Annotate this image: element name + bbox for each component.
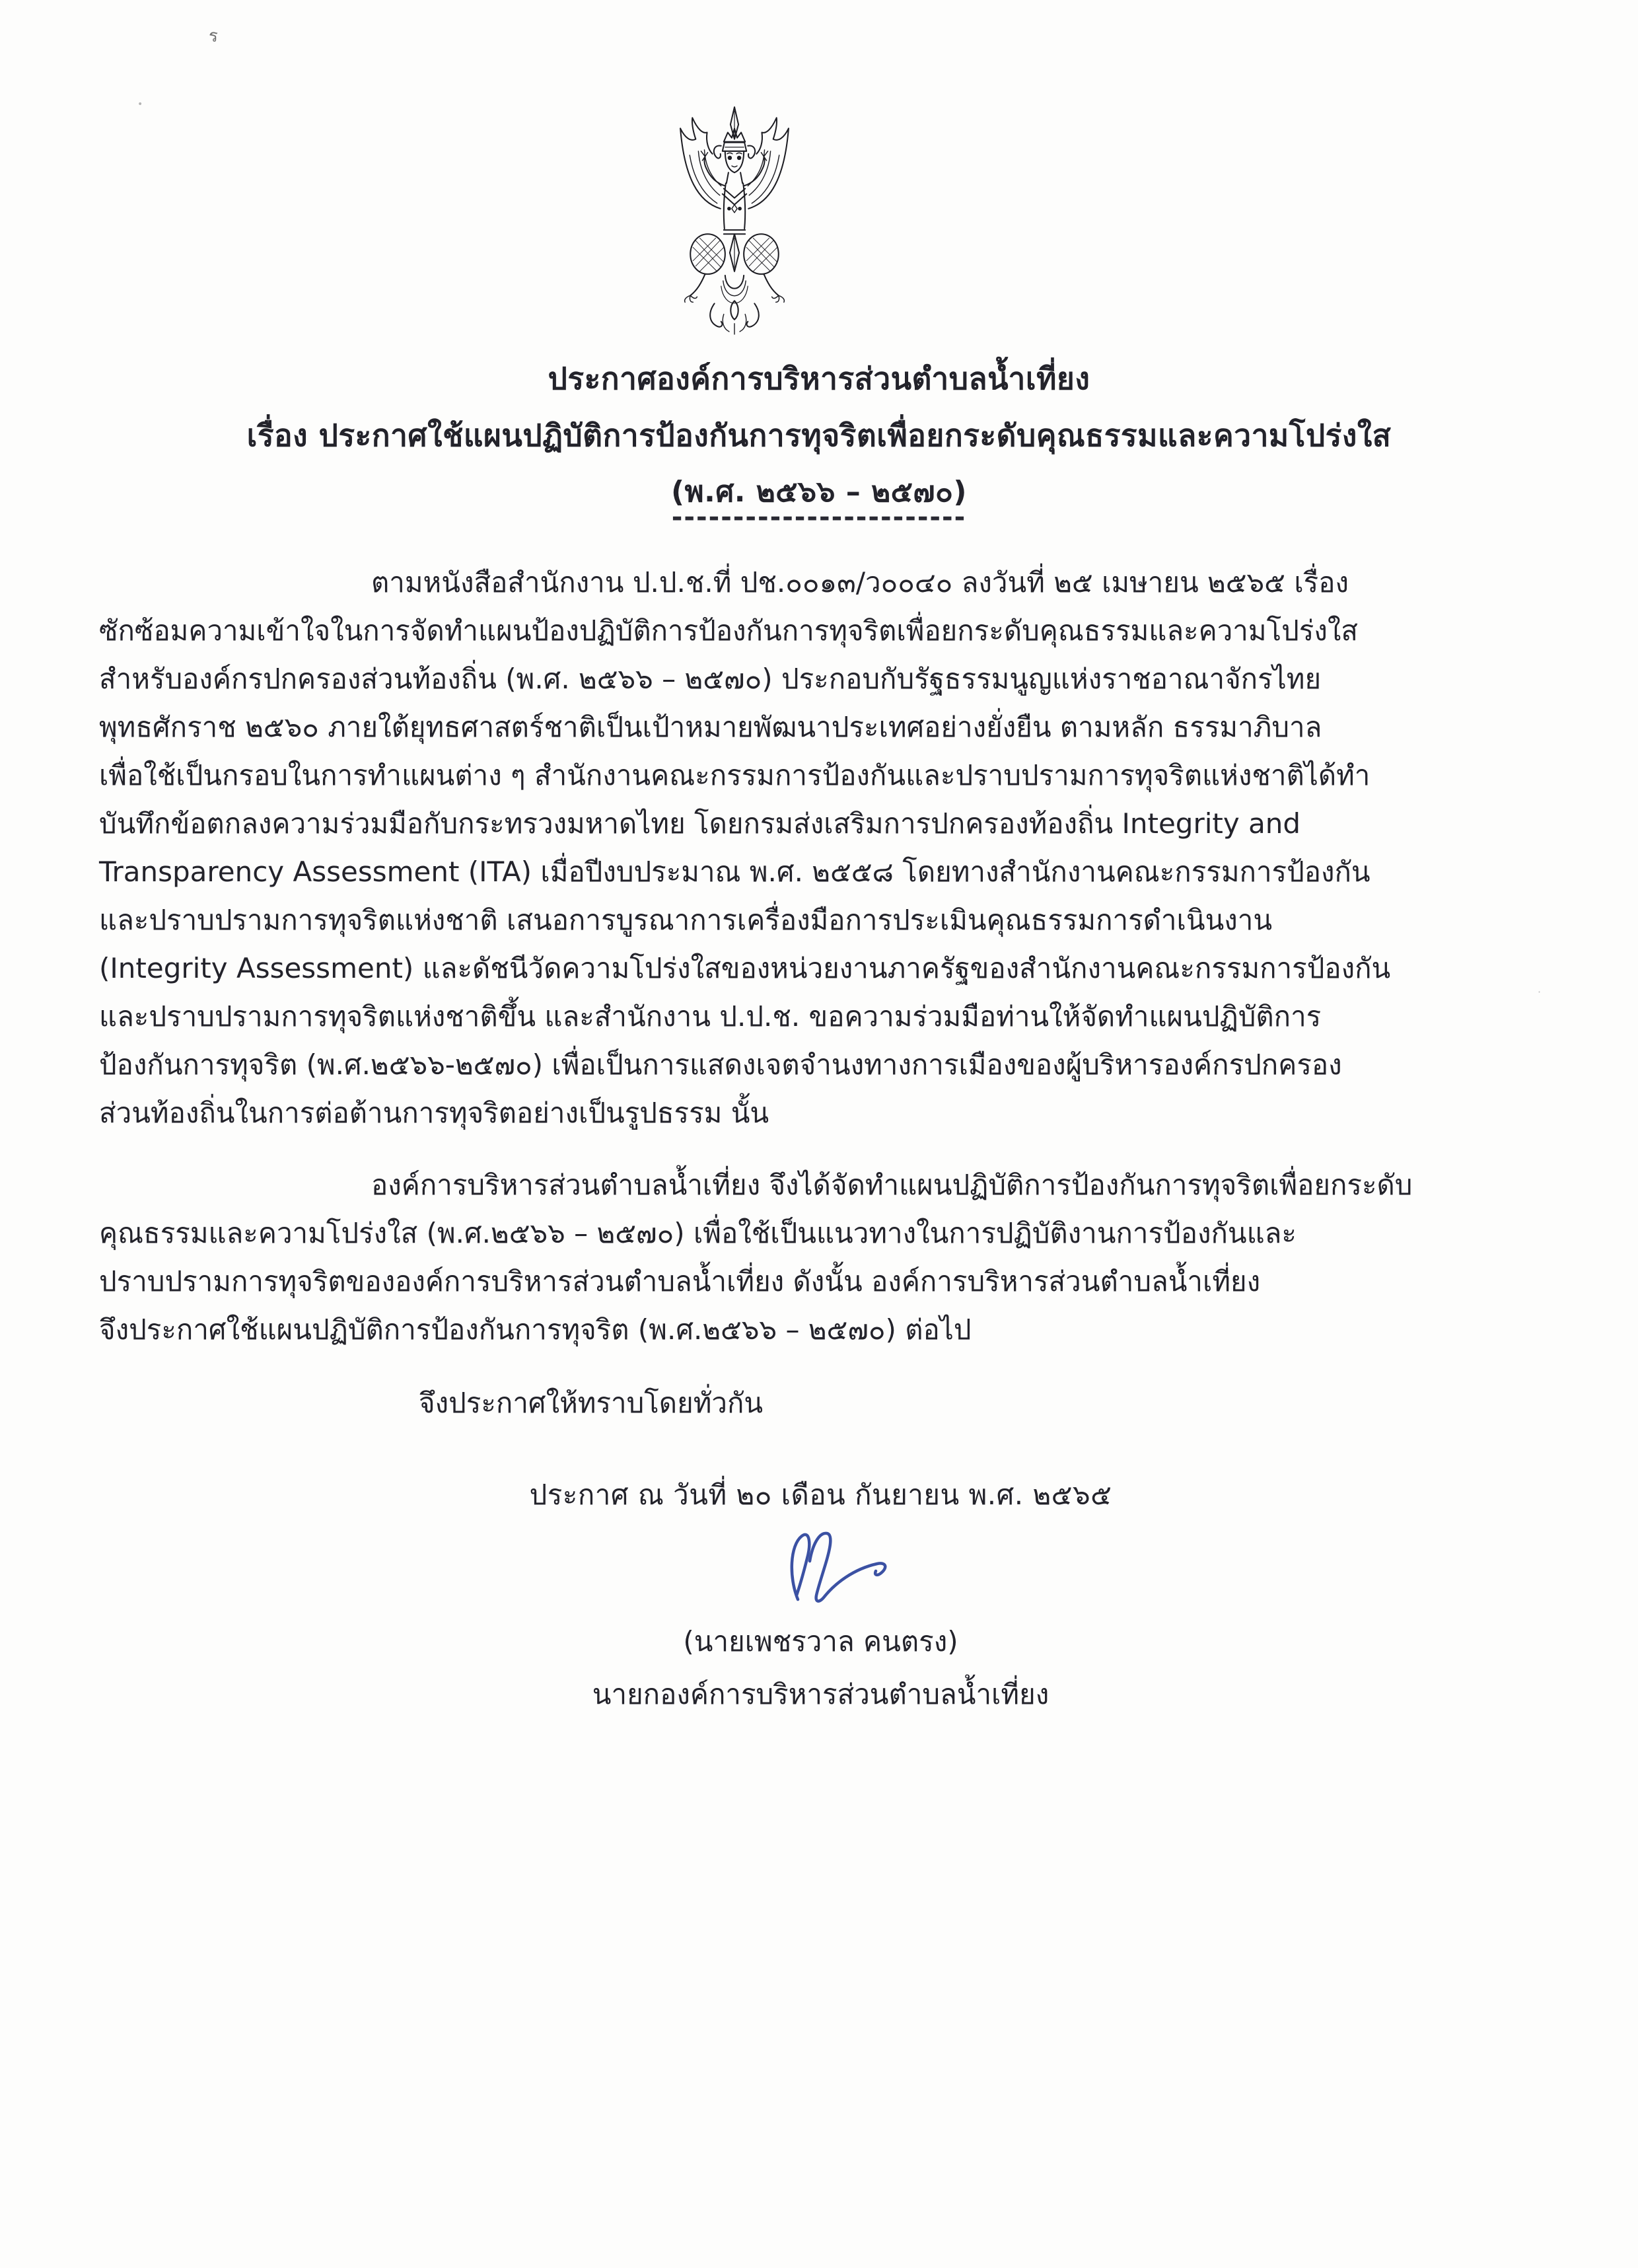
garuda-emblem-icon — [667, 103, 802, 337]
text-line: ป้องกันการทุจริต (พ.ศ.๒๕๖๖-๒๕๗๐) เพื่อเป็นการแสดงเจตจำนงทางการเมืองของผู้บริหารองค์กรปกครอง — [99, 1048, 1342, 1081]
text-line: ตามหนังสือสำนักงาน ป.ป.ช.ที่ ปช.๐๐๑๓/ว๐๐๔๐ ลงวันที่ ๒๕ เมษายน ๒๕๖๕ เรื่อง — [371, 566, 1349, 599]
date-line: ประกาศ ณ วันที่ ๒๐ เดือน กันยายน พ.ศ. ๒๕๖๕ — [529, 1479, 1112, 1511]
closing-line: จึงประกาศให้ทราบโดยทั่วกัน — [419, 1387, 764, 1419]
signer-position: นายกองค์การบริหารส่วนตำบลน้ำเที่ยง — [592, 1678, 1050, 1710]
text-line: สำหรับองค์กรปกครองส่วนท้องถิ่น (พ.ศ. ๒๕๖๖ – ๒๕๗๐) ประกอบกับรัฐธรรมนูญแห่งราชอาณาจักรไทย — [99, 663, 1322, 695]
divider-dashes: ------------------------ — [671, 502, 967, 532]
title-block — [0, 350, 1638, 521]
paragraph-1 — [99, 558, 1542, 1137]
signoff-block — [99, 1471, 1542, 1721]
text-line: และปราบปรามการทุจริตแห่งชาติขึ้น และสำนักงาน ป.ป.ช. ขอความร่วมมือท่านให้จัดทำแผนปฏิบัติการ — [99, 1000, 1322, 1033]
scan-artifact: ร — [209, 26, 218, 46]
text-line: ซักซ้อมความเข้าใจในการจัดทำแผนป้องปฏิบัติการป้องกันการทุจริตเพื่อยกระดับคุณธรรมและความโปร่งใส — [99, 614, 1358, 647]
text-line: เพื่อใช้เป็นกรอบในการทำแผนต่าง ๆ สำนักงานคณะกรรมการป้องกันและปราบปรามการทุจริตแห่งชาติได้ทำ — [99, 759, 1371, 791]
paragraph-2 — [99, 1161, 1542, 1354]
announcement-title: ประกาศองค์การบริหารส่วนตำบลน้ำเที่ยง — [548, 361, 1090, 396]
document-body — [99, 558, 1542, 1721]
text-line: Transparency Assessment (ITA) เมื่อปีงบประมาณ พ.ศ. ๒๕๕๘ โดยทางสำนักงานคณะกรรมการป้องกัน — [99, 856, 1371, 888]
scan-artifact: • — [137, 99, 143, 110]
signer-name: (นายเพชรวาล คนตรง) — [683, 1625, 958, 1658]
text-line: จึงประกาศใช้แผนปฏิบัติการป้องกันการทุจริต (พ.ศ.๒๕๖๖ – ๒๕๗๐) ต่อไป — [99, 1313, 972, 1346]
announcement-subject: เรื่อง ประกาศใช้แผนปฏิบัติการป้องกันการทุจริตเพื่อยกระดับคุณธรรมและความโปร่งใส — [246, 418, 1392, 453]
text-line: องค์การบริหารส่วนตำบลน้ำเที่ยง จึงได้จัดทำแผนปฏิบัติการป้องกันการทุจริตเพื่อยกระดับ — [371, 1169, 1413, 1201]
text-line: ปราบปรามการทุจริตขององค์การบริหารส่วนตำบลน้ำเที่ยง ดังนั้น องค์การบริหารส่วนตำบลน้ำเที่ยง — [99, 1265, 1261, 1298]
announcement-years: (พ.ศ. ๒๕๖๖ – ๒๕๗๐) — [671, 475, 967, 509]
text-line: พุทธศักราช ๒๕๖๐ ภายใต้ยุทธศาสตร์ชาติเป็นเป้าหมายพัฒนาประเทศอย่างยั่งยืน ตามหลัก ธรรมาภิบาล — [99, 711, 1322, 743]
text-line: ส่วนท้องถิ่นในการต่อต้านการทุจริตอย่างเป็นรูปธรรม นั้น — [99, 1097, 769, 1129]
text-line: คุณธรรมและความโปร่งใส (พ.ศ.๒๕๖๖ – ๒๕๗๐) เพื่อใช้เป็นแนวทางในการปฏิบัติงานการป้องกันและ — [99, 1217, 1297, 1249]
text-line: (Integrity Assessment) และดัชนีวัดความโปร่งใสของหน่วยงานภาครัฐของสำนักงานคณะกรรมการป้องกัน — [99, 952, 1391, 984]
text-line: และปราบปรามการทุจริตแห่งชาติ เสนอการบูรณาการเครื่องมือการประเมินคุณธรรมการดำเนินงาน — [99, 904, 1273, 936]
scan-artifact: · — [1538, 986, 1542, 998]
text-line: บันทึกข้อตกลงความร่วมมือกับกระทรวงมหาดไทย โดยกรมส่งเสริมการปกครองท้องถิ่น Integrity and — [99, 807, 1301, 840]
signature-ink-icon — [746, 1521, 951, 1614]
